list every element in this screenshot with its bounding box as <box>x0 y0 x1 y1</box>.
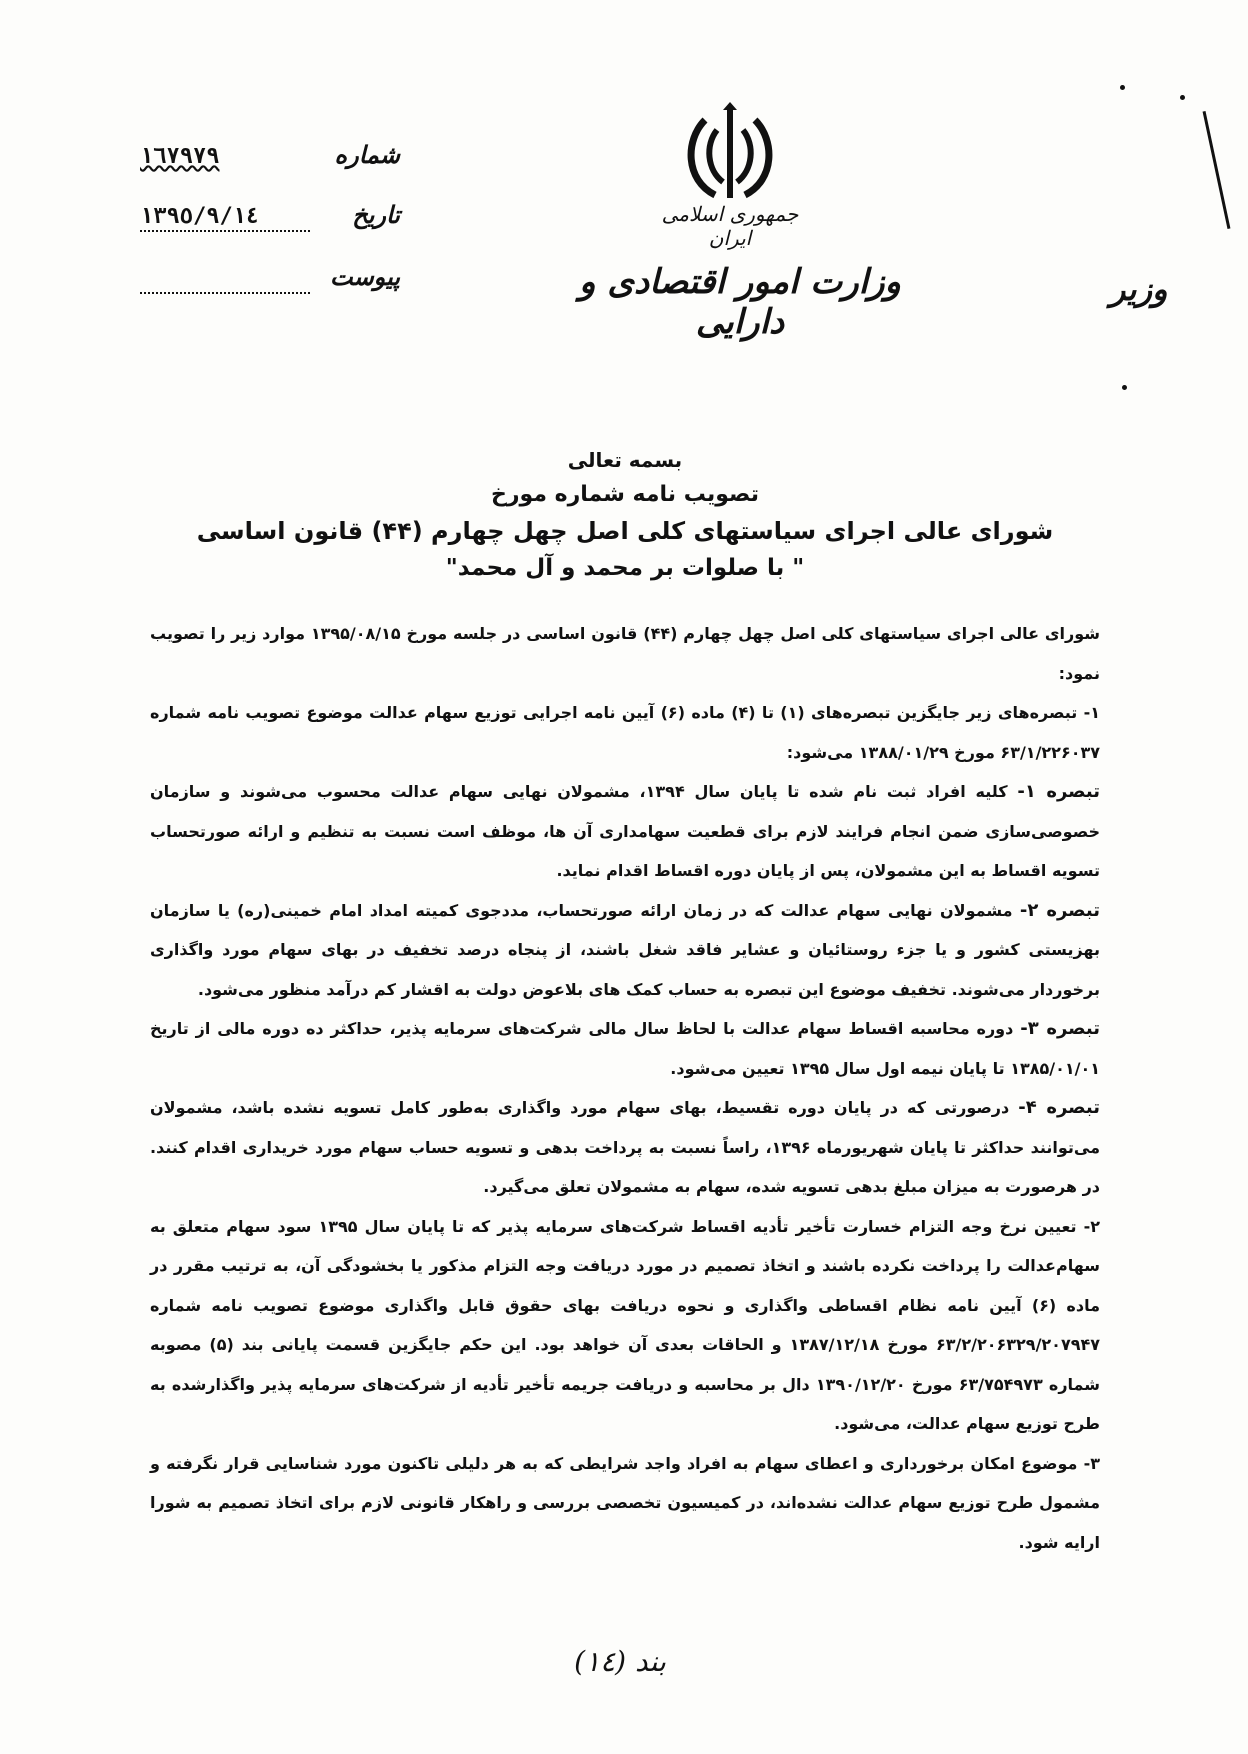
iran-emblem-icon <box>675 100 785 210</box>
note-2-paragraph <box>150 891 1100 1010</box>
number-value: ١٦٧٩٧٩ <box>140 144 220 169</box>
date-label: تاریخ <box>352 200 400 229</box>
note-3-text: دوره محاسبه اقساط سهام عدالت با لحاظ سال مالی شرکت‌های سرمایه پذیر، حداکثر ده دوره مالی از تاریخ ۱۳۸۵/۰۱/۰۱ تا پایان نیمه اول سال ۱۳۹۵ تعیین می‌شود. <box>150 1019 1100 1078</box>
speck <box>1120 85 1125 90</box>
speck <box>1122 385 1127 390</box>
note-1-paragraph <box>150 772 1100 891</box>
note-1-text: کلیه افراد ثبت نام شده تا پایان سال ۱۳۹۴، مشمولان نهایی سهام عدالت محسوب می‌شوند و سازمان خصوصی‌سازی ضمن انجام فرایند لازم برای قطعیت سهامداری آن ها، موظف است نسبت به تنظیم و ارائه صورتحساب تسویه اقساط به این مشمولان، پس از پایان دوره اقساط اقدام نماید. <box>150 782 1100 880</box>
item-2-paragraph: ۲- تعیین نرخ وجه التزام خسارت تأخیر تأدیه اقساط شرکت‌های سرمایه پذیر که تا پایان سال ۱۳۹۵ سود سهام متعلق به سهام‌عدالت را پرداخت نکرده باشند و اتخاذ تصمیم در مورد دریافت وجه التزام مذکور یا بخشودگی آن، به ترتیب مقرر در ماده (۶) آیین نامه نظام اقساطی واگذاری و نحوه دریافت بهای حقوق قابل واگذاری موضوع تصویب نامه شماره ۶۳/۲/۲۰۶۳۲۹/۲۰۷۹۴۷ مورخ ۱۳۸۷/۱۲/۱۸ و الحاقات بعدی آن خواهد بود. این حکم جایگزین قسمت پایانی بند (۵) مصوبه شماره ۶۳/۷۵۴۹۷۳ مورخ ۱۳۹۰/۱۲/۲۰ دال بر محاسبه و دریافت جریمه تأخیر تأدیه از شرکت‌های سرمایه پذیر واگذارشده به طرح توزیع سهام عدالت، می‌شود. <box>150 1216 1101 1433</box>
note-4-text: درصورتی که در پایان دوره تقسیط، بهای سهام مورد واگذاری به‌طور کامل تسویه نشده باشد، مشمولان می‌توانند حداکثر تا پایان شهریورماه ۱۳۹۶، راساً نسبت به پرداخت بدهی و تسویه حساب سهام مورد خریداری اقدام کنند. در هرصورت به میزان مبلغ بدهی تسویه شده، سهام به مشمولان تعلق می‌گیرد. <box>150 1098 1101 1196</box>
note-4-paragraph <box>150 1088 1100 1207</box>
ministry-title: وزارت امور اقتصادی و دارایی <box>579 262 901 342</box>
attachment-value <box>140 266 310 294</box>
note-3-paragraph <box>150 1009 1100 1088</box>
number-label: شماره <box>334 140 400 169</box>
item-1-paragraph: ۱- تبصره‌های زیر جایگزین تبصره‌های (۱) تا (۴) ماده (۶) آیین نامه اجرایی توزیع سهام عدالت موضوع تصویب نامه شماره ۶۳/۱/۲۲۶۰۳۷ مورخ ۱۳۸۸/۰۱/۲۹ می‌شود: <box>150 703 1101 762</box>
margin-stroke <box>1203 111 1231 229</box>
note-2-label: تبصره ۲- <box>1019 899 1100 921</box>
intro-paragraph: شورای عالی اجرای سیاستهای کلی اصل چهل چهارم (۴۴) قانون اساسی در جلسه مورخ ۱۳۹۵/۰۸/۱۵ موارد زیر را تصویب نمود: <box>150 624 1101 683</box>
council-title: شورای عالی اجرای سیاستهای کلی اصل چهل چهارم (۴۴) قانون اساسی <box>196 517 1054 545</box>
number-row <box>140 140 400 180</box>
salawat-line: " با صلوات بر محمد و آل محمد" <box>445 555 805 581</box>
body-text <box>150 614 1100 1562</box>
decree-number-line: تصویب نامه شماره مورخ <box>491 482 759 507</box>
note-4-label: تبصره ۴- <box>1018 1097 1101 1118</box>
note-3-label: تبصره ۳- <box>1020 1018 1100 1039</box>
minister-label: وزیر <box>1110 270 1168 308</box>
attachment-label: پیوست <box>330 262 400 291</box>
date-row <box>140 200 400 240</box>
republic-label: جمهوری اسلامی ایران <box>661 202 799 250</box>
date-value: ١٣٩٥/٩/١٤ <box>140 204 310 232</box>
note-1-label: تبصره ۱- <box>1017 781 1101 802</box>
title-block <box>120 448 1130 581</box>
item-3-paragraph: ۳- موضوع امکان برخورداری و اعطای سهام به افراد واجد شرایطی که به هر دلیلی تاکنون مورد شناسایی قرار نگرفته و مشمول طرح توزیع سهام عدالت نشده‌اند، در کمیسیون تخصصی بررسی و راهکار قانونی لازم برای اتخاذ تصمیم به شورا ارایه شود. <box>150 1453 1100 1552</box>
footer-handwritten-note: بند (١٤) <box>574 1645 666 1678</box>
attachment-row <box>140 262 400 302</box>
note-2-text: مشمولان نهایی سهام عدالت که در زمان ارائه صورتحساب، مددجوی کمیته امداد امام خمینی(ره) یا سازمان بهزیستی کشور و یا جزء روستائیان و عشایر فاقد شغل باشند، از پنجاه درصد تخفیف در بهای سهام مورد واگذاری برخوردار می‌شوند. تخفیف موضوع این تبصره به حساب کمک های بلاعوض دولت به اقشار کم درآمد منظور می‌شود. <box>150 900 1100 999</box>
bismillah-line: بسمه تعالی <box>567 448 683 472</box>
speck <box>1180 95 1185 100</box>
